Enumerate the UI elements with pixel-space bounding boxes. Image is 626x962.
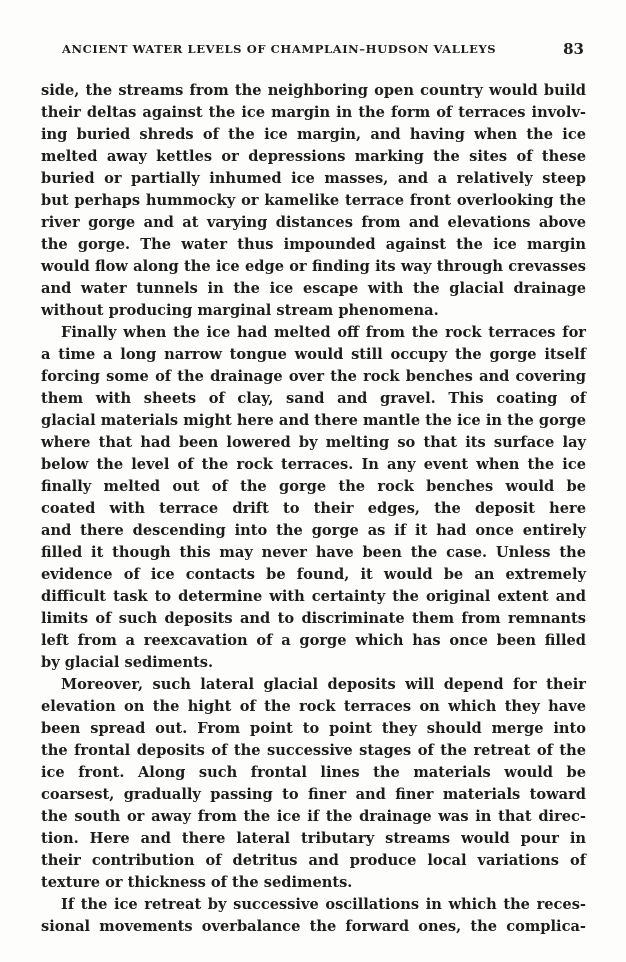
text-line: coarsest, gradually passing to finer and finer materials toward (41, 786, 586, 803)
text-line: would flow along the ice edge or finding its way through crevasses (41, 258, 586, 275)
text-line: filled it though this may never have been the case. Unless the (41, 544, 586, 561)
page-number: 83 (563, 40, 584, 58)
text-line: tion. Here and there lateral tributary streams would pour in (41, 830, 586, 847)
running-head-title: ANCIENT WATER LEVELS OF CHAMPLAIN–HUDSON VALLEYS (62, 42, 497, 56)
text-line: ice front. Along such frontal lines the materials would be (41, 764, 586, 781)
text-line: their contribution of detritus and produce local variations of (41, 852, 586, 869)
text-line: where that had been lowered by melting so that its surface lay (41, 434, 586, 451)
text-line: forcing some of the drainage over the rock benches and covering (41, 368, 586, 385)
text-line: elevation on the hight of the rock terraces on which they have (41, 698, 586, 715)
text-line: the gorge. The water thus impounded against the ice margin (41, 236, 586, 253)
text-line: ing buried shreds of the ice margin, and having when the ice (41, 126, 586, 143)
paragraph (41, 674, 586, 894)
text-line: and water tunnels in the ice escape with the glacial drainage (41, 280, 586, 297)
running-head (62, 40, 584, 60)
text-line: by glacial sediments. (41, 654, 214, 671)
text-line: been spread out. From point to point they should merge into (41, 720, 586, 737)
text-line: and there descending into the gorge as if it had once entirely (41, 522, 586, 539)
text-line: difficult task to determine with certainty the original extent and (41, 588, 586, 605)
body-text (41, 80, 586, 938)
text-line: below the level of the rock terraces. In any event when the ice (41, 456, 586, 473)
paragraph (41, 80, 586, 322)
text-line: the frontal deposits of the successive stages of the retreat of the (41, 742, 586, 759)
text-line: them with sheets of clay, sand and gravel. This coating of (41, 390, 586, 407)
text-line: Finally when the ice had melted off from the rock terraces for (61, 324, 586, 341)
text-line: the south or away from the ice if the drainage was in that direc- (41, 808, 586, 825)
text-line: their deltas against the ice margin in the form of terraces involv- (41, 104, 586, 121)
text-line: texture or thickness of the sediments. (41, 874, 353, 891)
text-line: side, the streams from the neighboring open country would build (41, 82, 586, 99)
paragraph (41, 894, 586, 938)
text-line: river gorge and at varying distances from and elevations above (41, 214, 586, 231)
text-line: evidence of ice contacts be found, it would be an extremely (41, 566, 586, 583)
text-line: sional movements overbalance the forward ones, the complica- (41, 918, 586, 935)
text-line: left from a reexcavation of a gorge which has once been filled (41, 632, 586, 649)
text-line: Moreover, such lateral glacial deposits will depend for their (61, 676, 586, 693)
paragraph (41, 322, 586, 674)
text-line: glacial materials might here and there mantle the ice in the gorge (41, 412, 586, 429)
text-line: If the ice retreat by successive oscillations in which the reces- (61, 896, 586, 913)
text-line: buried or partially inhumed ice masses, and a relatively steep (41, 170, 586, 187)
text-line: but perhaps hummocky or kamelike terrace front overlooking the (41, 192, 586, 209)
text-line: limits of such deposits and to discriminate them from remnants (41, 610, 586, 627)
text-line: a time a long narrow tongue would still occupy the gorge itself (41, 346, 586, 363)
text-line: finally melted out of the gorge the rock benches would be (41, 478, 586, 495)
text-line: melted away kettles or depressions marking the sites of these (41, 148, 586, 165)
text-line: without producing marginal stream phenomena. (41, 302, 439, 319)
text-line: coated with terrace drift to their edges, the deposit here (41, 500, 586, 517)
